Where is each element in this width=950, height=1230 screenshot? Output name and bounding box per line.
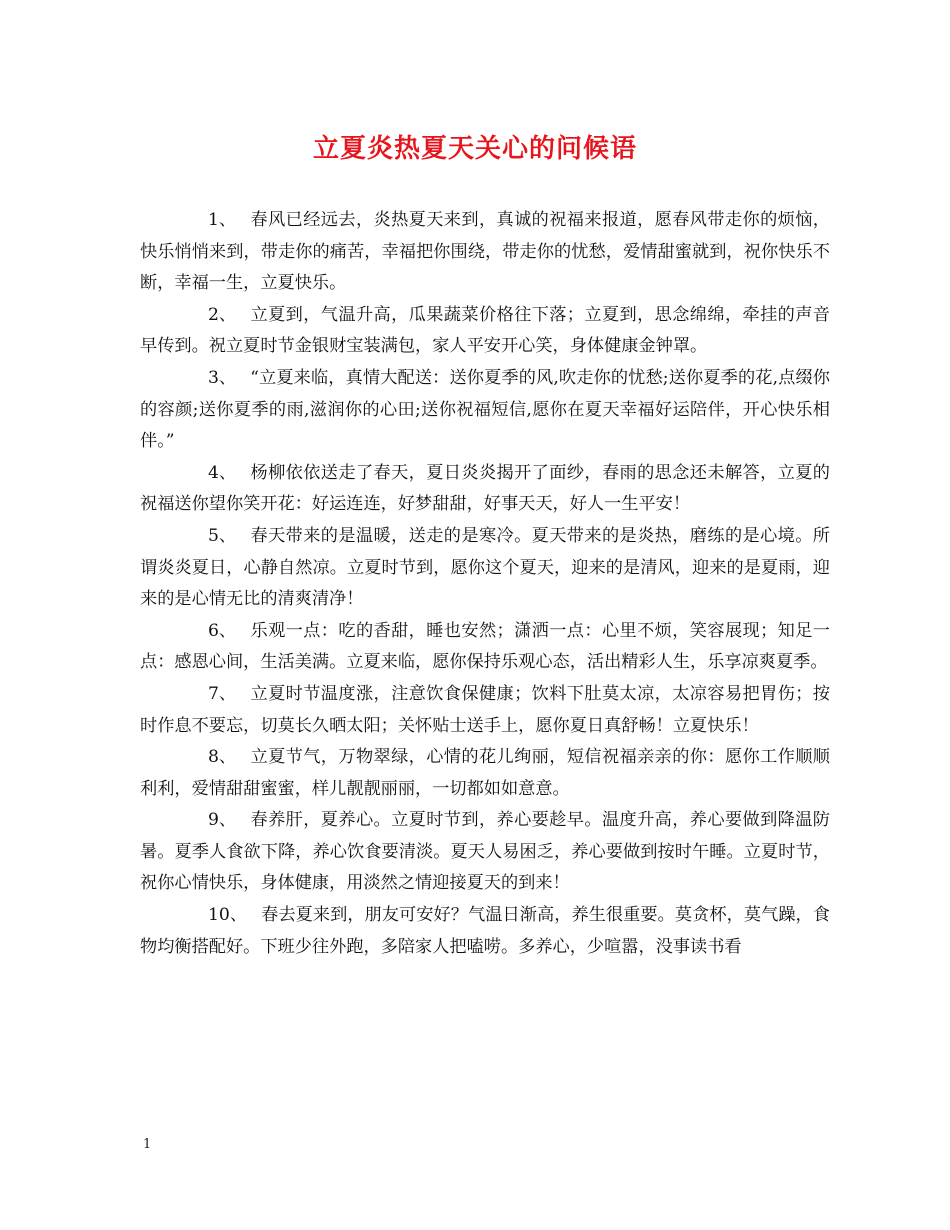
paragraph-text: 乐观一点：吃的香甜，睡也安然；潇洒一点：心里不烦，笑容展现；知足一点：感恩心间，生活美满。立夏来临，愿你保持乐观心态，活出精彩人生，乐享凉爽夏季。 (140, 620, 830, 673)
paragraph-number: 3、 (208, 367, 237, 388)
paragraph-text: 春风已经远去，炎热夏天来到，真诚的祝福来报道，愿春风带走你的烦恼，快乐悄悄来到，带走你的痛苦，幸福把你围绕，带走你的忧愁，爱情甜蜜就到，祝你快乐不断，幸福一生，立夏快乐。 (140, 210, 830, 294)
paragraph-9 (140, 805, 830, 900)
paragraph-number: 9、 (208, 810, 237, 831)
paragraph-5 (140, 521, 830, 616)
paragraph-4 (140, 458, 830, 521)
paragraph-text: 春养肝，夏养心。立夏时节到，养心要趁早。温度升高，养心要做到降温防暑。夏季人食欲下降，养心饮食要清淡。夏天人易困乏，养心要做到按时午睡。立夏时节，祝你心情快乐，身体健康，用淡然之情迎接夏天的到来！ (140, 810, 830, 894)
document-title: 立夏炎热夏天关心的问候语 (312, 134, 637, 164)
paragraph-text: 立夏时节温度涨，注意饮食保健康；饮料下肚莫太凉，太凉容易把胃伤；按时作息不要忘，切莫长久晒太阳；关怀贴士送手上，愿你夏日真舒畅！立夏快乐！ (140, 683, 830, 736)
paragraph-number: 8、 (208, 747, 237, 768)
paragraph-7 (140, 679, 830, 742)
paragraph-number: 6、 (208, 620, 237, 641)
paragraph-6 (140, 616, 830, 679)
paragraph-text: 立夏到，气温升高，瓜果蔬菜价格往下落；立夏到，思念绵绵，牵挂的声音早传到。祝立夏时节金银财宝装满包，家人平安开心笑，身体健康金钟罩。 (140, 304, 830, 357)
paragraph-10 (140, 900, 830, 963)
paragraph-text: “立夏来临，真情大配送：送你夏季的风,吹走你的忧愁;送你夏季的花,点缀你的容颜;送你夏季的雨,滋润你的心田;送你祝福短信,愿你在夏天幸福好运陪伴，开心快乐相伴。” (140, 367, 830, 452)
document-body (140, 205, 830, 963)
paragraph-2 (140, 300, 830, 363)
paragraph-3 (140, 363, 830, 458)
paragraph-text: 杨柳依依送走了春天，夏日炎炎揭开了面纱，春雨的思念还未解答，立夏的祝福送你望你笑开花：好运连连，好梦甜甜，好事天天，好人一生平安！ (140, 462, 830, 515)
paragraph-number: 4、 (208, 462, 237, 483)
paragraph-number: 5、 (208, 525, 237, 546)
paragraph-number: 10、 (208, 905, 248, 926)
paragraph-number: 2、 (208, 304, 237, 325)
paragraph-1 (140, 205, 830, 300)
paragraph-number: 1、 (208, 210, 237, 230)
paragraph-text: 立夏节气，万物翠绿，心情的花儿绚丽，短信祝福亲亲的你：愿你工作顺顺利利，爱情甜甜蜜蜜，样儿靓靓丽丽，一切都如如意意。 (140, 747, 830, 799)
paragraph-8 (140, 742, 830, 805)
paragraph-text: 春天带来的是温暖，送走的是寒冷。夏天带来的是炎热，磨练的是心境。所谓炎炎夏日，心静自然凉。立夏时节到，愿你这个夏天，迎来的是清风，迎来的是夏雨，迎来的是心情无比的清爽清净！ (140, 525, 830, 610)
page-number: 1 (143, 1137, 152, 1152)
paragraph-number: 7、 (208, 683, 237, 704)
paragraph-text: 春去夏来到，朋友可安好？气温日渐高，养生很重要。莫贪杯，莫气躁，食物均衡搭配好。下班少往外跑，多陪家人把嗑唠。多养心，少喧嚣，没事读书看 (140, 905, 830, 957)
